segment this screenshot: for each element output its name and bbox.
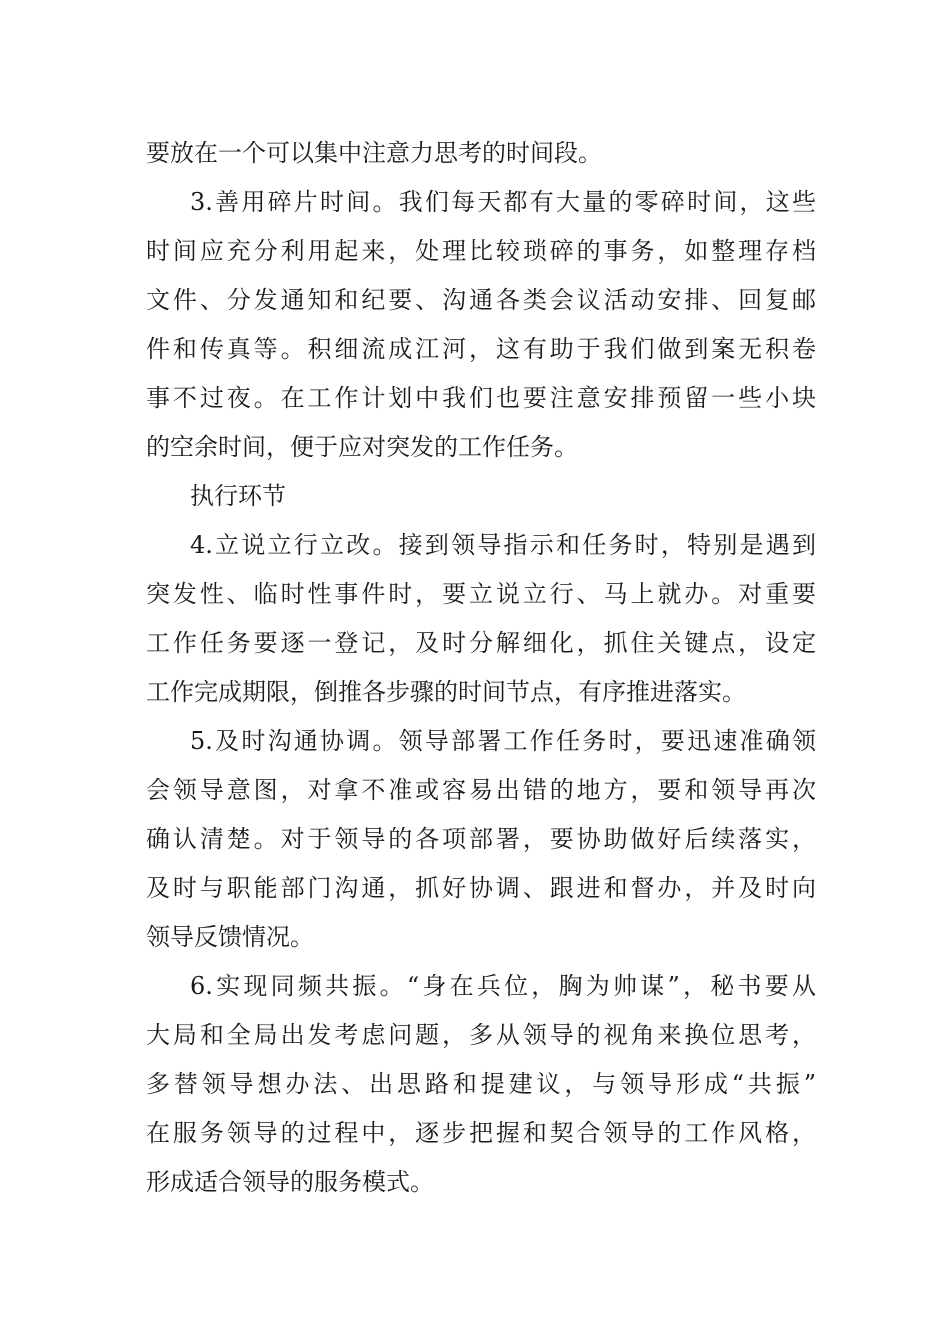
text-line: 5.及时沟通协调。领导部署工作任务时，要迅速准确领 [190, 727, 816, 755]
text-line: 件和传真等。积细流成江河，这有助于我们做到案无积卷 [146, 335, 816, 363]
text-line: 领导反馈情况。 [146, 923, 314, 951]
text-line: 4.立说立行立改。接到领导指示和任务时，特别是遇到 [190, 531, 816, 559]
text-line: 要放在一个可以集中注意力思考的时间段。 [146, 139, 602, 167]
section-heading: 执行环节 [190, 482, 286, 510]
text-line: 时间应充分利用起来，处理比较琐碎的事务，如整理存档 [146, 237, 816, 265]
text-line: 确认清楚。对于领导的各项部署，要协助做好后续落实， [146, 825, 816, 853]
text-line: 多替领导想办法、出思路和提建议，与领导形成“共振” [146, 1070, 816, 1098]
text-line: 形成适合领导的服务模式。 [146, 1168, 434, 1196]
text-line: 事不过夜。在工作计划中我们也要注意安排预留一些小块 [146, 384, 816, 412]
text-line: 工作任务要逐一登记，及时分解细化，抓住关键点，设定 [146, 629, 816, 657]
text-line: 会领导意图，对拿不准或容易出错的地方，要和领导再次 [146, 776, 816, 804]
text-line: 及时与职能部门沟通，抓好协调、跟进和督办，并及时向 [146, 874, 816, 902]
text-line: 6.实现同频共振。“身在兵位，胸为帅谋”，秘书要从 [190, 972, 816, 1000]
text-line: 的空余时间，便于应对突发的工作任务。 [146, 433, 578, 461]
text-line: 大局和全局出发考虑问题，多从领导的视角来换位思考， [146, 1021, 816, 1049]
text-line: 工作完成期限，倒推各步骤的时间节点，有序推进落实。 [146, 678, 746, 706]
text-line: 文件、分发通知和纪要、沟通各类会议活动安排、回复邮 [146, 286, 816, 314]
text-line: 3.善用碎片时间。我们每天都有大量的零碎时间，这些 [190, 188, 816, 216]
text-line: 在服务领导的过程中，逐步把握和契合领导的工作风格， [146, 1119, 816, 1147]
text-line: 突发性、临时性事件时，要立说立行、马上就办。对重要 [146, 580, 816, 608]
